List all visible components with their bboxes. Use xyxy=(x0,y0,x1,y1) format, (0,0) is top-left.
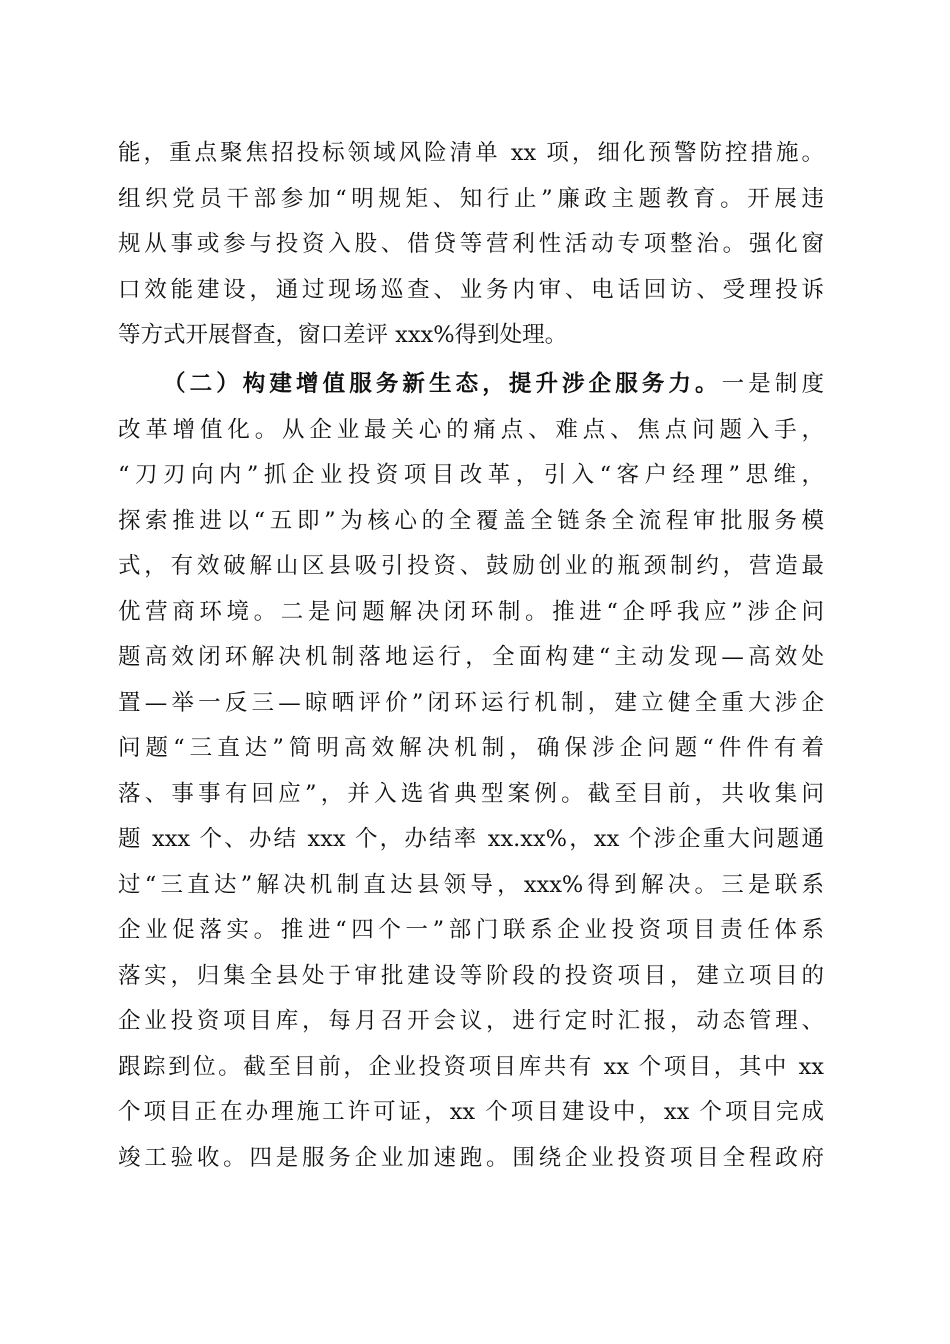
text-line: 题 xxx 个、办结 xxx 个，办结率 xx.xx%，xx 个涉企重大问题通 xyxy=(118,826,824,852)
text-line: “刀刃向内”抓企业投资项目改革，引入“客户经理”思维， xyxy=(118,462,824,488)
text-line: 过“三直达”解决机制直达县领导，xxx%得到解决。三是联系 xyxy=(118,871,824,898)
text-line: 组织党员干部参加“明规矩、知行止”廉政主题教育。开展违 xyxy=(118,185,824,212)
text-segment: 一是制度 xyxy=(721,371,824,397)
paragraph-2 xyxy=(118,362,824,1181)
section-heading: （二）构建增值服务新生态，提升涉企服务力。 xyxy=(163,371,722,397)
text-line: 个项目正在办理施工许可证，xx 个项目建设中，xx 个项目完成 xyxy=(118,1099,824,1125)
text-line: 落、事事有回应”，并入选省典型案例。截至目前，共收集问 xyxy=(118,780,824,807)
text-line: 探索推进以“五即”为核心的全覆盖全链条全流程审批服务模 xyxy=(118,507,824,534)
text-line: 企业促落实。推进“四个一”部门联系企业投资项目责任体系 xyxy=(118,917,824,943)
text-line: 能，重点聚焦招投标领域风险清单 xx 项，细化预警防控措施。 xyxy=(118,140,824,166)
text-line: 优营商环境。二是问题解决闭环制。推进“企呼我应”涉企问 xyxy=(118,598,824,625)
text-line: 竣工验收。四是服务企业加速跑。围绕企业投资项目全程政府 xyxy=(118,1144,824,1171)
text-line: 题高效闭环解决机制落地运行，全面构建“主动发现—高效处 xyxy=(118,644,824,670)
paragraph-2-first-line xyxy=(118,362,824,408)
text-line: 问题“三直达”简明高效解决机制，确保涉企问题“件件有着 xyxy=(118,735,824,761)
text-line: 口效能建设，通过现场巡查、业务内审、电话回访、受理投诉 xyxy=(118,276,824,303)
text-line: 置—举一反三—晾晒评价”闭环运行机制，建立健全重大涉企 xyxy=(118,689,824,716)
text-line: 企业投资项目库，每月召开会议，进行定时汇报，动态管理、 xyxy=(118,1008,824,1034)
text-line: 跟踪到位。截至目前，企业投资项目库共有 xx 个项目，其中 xx xyxy=(118,1053,824,1080)
text-line: 改革增值化。从企业最关心的痛点、难点、焦点问题入手， xyxy=(118,416,824,443)
paragraph-1 xyxy=(118,131,824,359)
text-line: 落实，归集全县处于审批建设等阶段的投资项目，建立项目的 xyxy=(118,962,824,989)
text-line: 式，有效破解山区县吸引投资、鼓励创业的瓶颈制约，营造最 xyxy=(118,553,824,579)
text-line: 等方式开展督查，窗口差评 xxx%得到处理。 xyxy=(118,322,568,348)
text-line: 规从事或参与投资入股、借贷等营利性活动专项整治。强化窗 xyxy=(118,231,824,257)
